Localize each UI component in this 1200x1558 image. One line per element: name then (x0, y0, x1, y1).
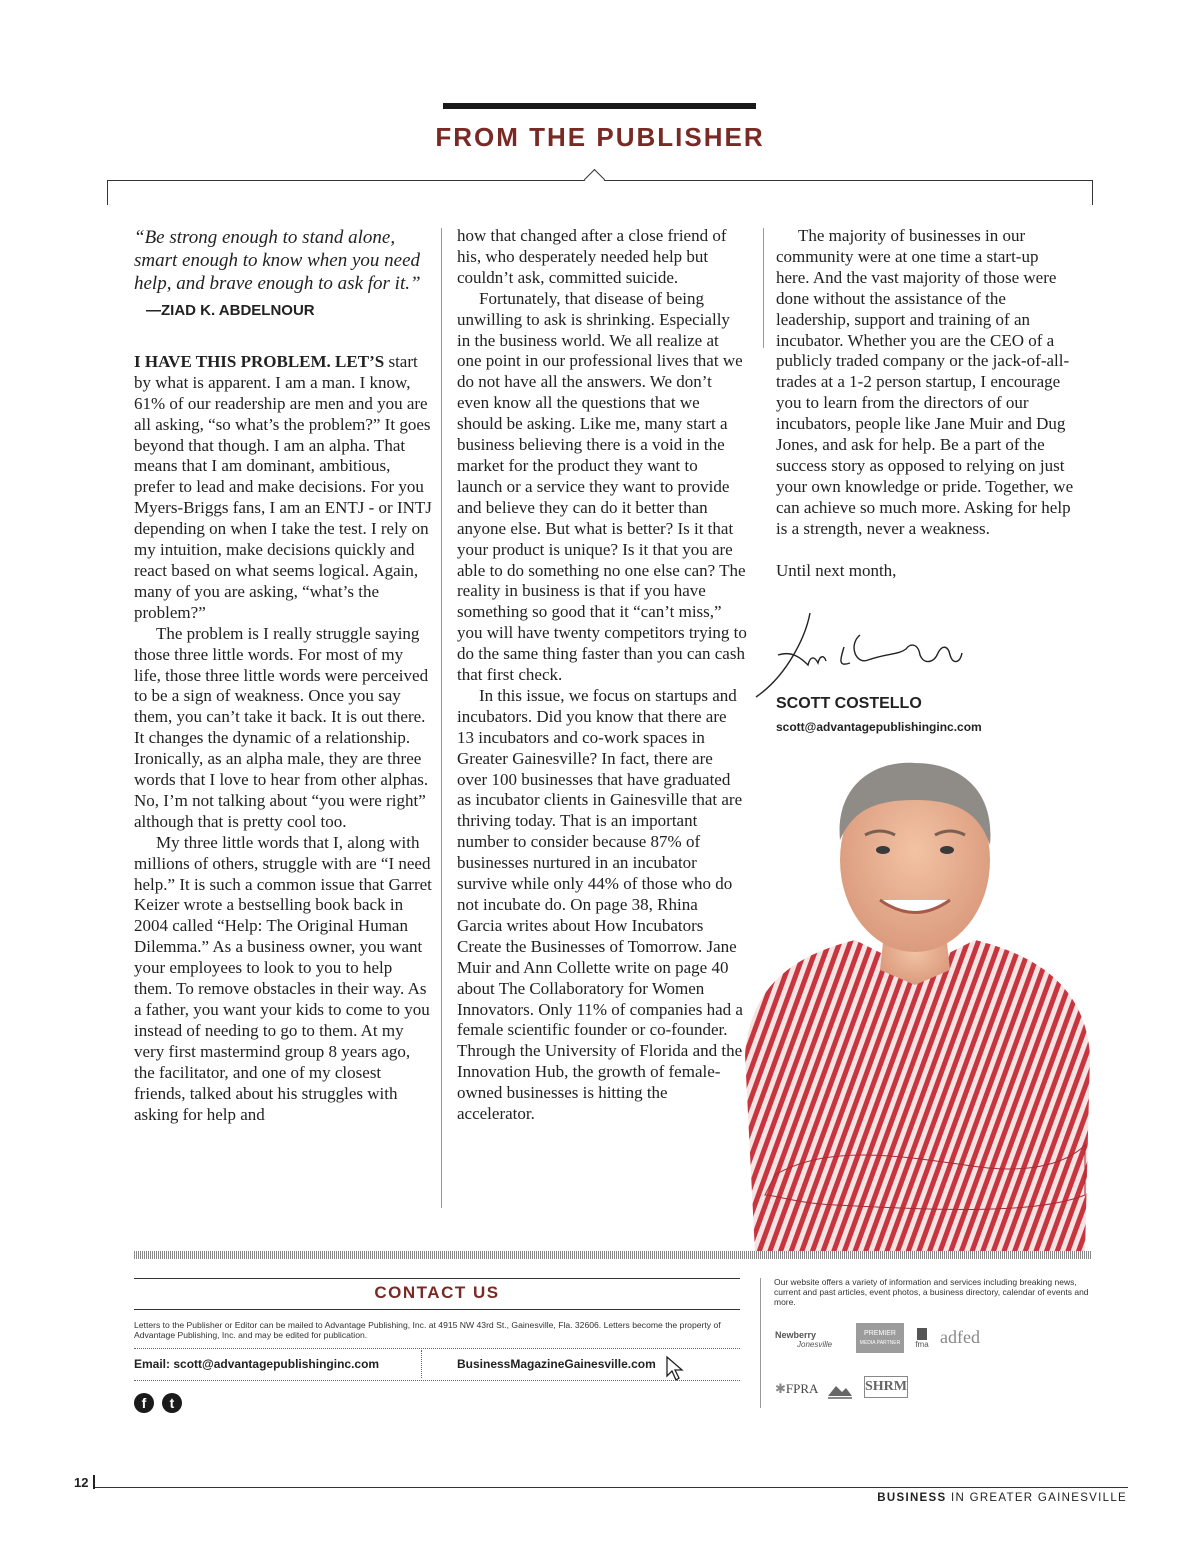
website-link[interactable]: BusinessMagazineGainesville.com (457, 1357, 656, 1371)
fpra-logo: ✱FPRA (775, 1381, 819, 1396)
pull-quote: “Be strong enough to stand alone, smart enough to know when you need help, and brave enough to ask for it.” (134, 227, 421, 294)
closing: Until next month, (776, 560, 897, 580)
premier-media-partner-logo: PREMIER MEDIA PARTNER (856, 1323, 904, 1353)
column-divider (441, 228, 442, 1208)
column-2 (457, 226, 747, 1125)
adfed-logo: adfed (940, 1327, 980, 1347)
paragraph: how that changed after a close friend of his, who desperately needed help but couldn’t ask, committed suicide. (457, 226, 727, 287)
rule (134, 1278, 740, 1279)
paragraph: start by what is apparent. I am a man. I know, 61% of our readership are men and you are all asking, “so what’s the problem?” It goes beyond that though. I am an alpha. That means that I am dominant, ambitious, prefer to lead and make decisions. For you Myers-Briggs fans, I am an ENTJ - or INTJ depending on when I take the test. I rely on my intuition, make decisions quickly and react based on what seems logical. Again, many of you are asking, “what’s the problem?” (134, 351, 432, 622)
contact-title: CONTACT US (374, 1283, 500, 1302)
rule (134, 1348, 740, 1349)
footer-rule (95, 1487, 1128, 1488)
column-divider (763, 228, 764, 348)
signature-icon (748, 605, 978, 705)
fma-logo: fma (912, 1328, 932, 1353)
signature-email[interactable]: scott@advantagepublishinginc.com (776, 720, 982, 734)
column-1 (134, 226, 434, 1125)
paragraph: My three little words that I, along with millions of others, struggle with are “I need help.” It is such a common issue that Garret Keizer wrote a bestselling book back in 2004 called “Help: The Original Human Dilemma.” As a business owner, you want your employees to look to you to help them. To remove obstacles in their way. As a father, you want your kids to come to you instead of needing to go to them. At my very first mastermind group 8 years ago, the facilitator, and one of my closest friends, talked about his struggles with asking for help and (134, 832, 432, 1124)
page-title: FROM THE PUBLISHER (435, 122, 765, 152)
rule (134, 1380, 740, 1381)
page-number: 12 (74, 1475, 89, 1490)
magazine-name: BUSINESS IN GREATER GAINESVILLE (877, 1492, 1127, 1504)
website-blurb: Our website offers a variety of information and services including breaking news, current and past articles, event photos, a business directory, calendar of events and more. (774, 1277, 1089, 1307)
paragraph: In this issue, we focus on startups and incubators. Did you know that there are 13 incubators and co-work spaces in Greater Gainesville? In fact, there are over 100 businesses that have graduated as incubator clients in Gainesville that are thriving today. That is an important number to consider because 87% of businesses nurtured in an incubator survive while only 44% of those who do not incubate do. On page 38, Rhina Garcia writes about How Incubators Create the Businesses of Tomorrow. Jane Muir and Ann Collette write on page 40 about The Collaboratory for Women Innovators. Only 11% of companies had a female scientific founder or co-founder. Through the University of Florida and the Innovation Hub, the growth of female-owned businesses is hitting the accelerator. (457, 685, 743, 1124)
lead-in: I HAVE THIS PROBLEM. LET’S (134, 351, 385, 371)
column-3 (776, 226, 1076, 582)
shrm-logo: SHRM (864, 1376, 908, 1398)
paragraph: The problem is I really struggle saying those three little words. For most of my life, those three little words were perceived to be a sign of weakness. Once you say them, you can’t take it back. It is out there. It changes the dynamic of a relationship. Ironically, as an alpha male, they are three words that I love to hear from other alphas. No, I’m not talking about “you were right” although that is pretty cool too. (134, 623, 429, 831)
chamber-logo (826, 1380, 854, 1402)
paragraph: Fortunately, that disease of being unwilling to ask is shrinking. Especially in the business world. We all realize at one point in our professional lives that we do not have all the answers. We don’t even know all the questions that we should be asking. Like me, many start a business believing there is a void in the market for the product they want to launch or a service they want to provide and believe they can do it better than anyone else. But what is better? Is it that your product is unique? Is it that you are able to do something no one else can? The reality in business is that if you have something so good that it “can’t miss,” you will have twenty competitors trying to do the same thing faster than you can cash that first check. (457, 288, 747, 685)
quote-attribution: —ZIAD K. ABDELNOUR (146, 302, 315, 319)
contact-email-link[interactable]: Email: scott@advantagepublishinginc.com (134, 1357, 380, 1371)
twitter-icon[interactable]: t (162, 1393, 182, 1413)
header-rule (443, 103, 756, 109)
contact-divider (421, 1350, 422, 1378)
newberry-jonesville-logo: Newberry Jonesville (775, 1330, 833, 1349)
publisher-photo (735, 755, 1095, 1252)
rule (134, 1309, 740, 1310)
column-divider (760, 1278, 761, 1408)
section-divider (134, 1251, 1092, 1259)
contact-letters: Letters to the Publisher or Editor can be mailed to Advantage Publishing, Inc. at 4915 NW 43rd St., Gainesville, Fla. 32606. Letters become the property of Advantage Publishing, Inc. and may be edited for publication. (134, 1320, 721, 1340)
cursor-icon (666, 1356, 684, 1382)
paragraph: The majority of businesses in our community were at one time a start-up here. And the vast majority of those were done without the assistance of the leadership, support and training of an incubator. Whether you are the CEO of a publicly traded company or the jack-of-all-trades at a 1-2 person startup, I encourage you to learn from the directors of our incubators, people like Jane Muir and Dug Jones, and ask for help. Be a part of the success story as opposed to relying on just your own knowledge or pride. Together, we can achieve so much more. Asking for help is a strength, never a weakness. (776, 226, 1074, 538)
signature-name: SCOTT COSTELLO (776, 695, 922, 712)
facebook-icon[interactable]: f (134, 1393, 154, 1413)
